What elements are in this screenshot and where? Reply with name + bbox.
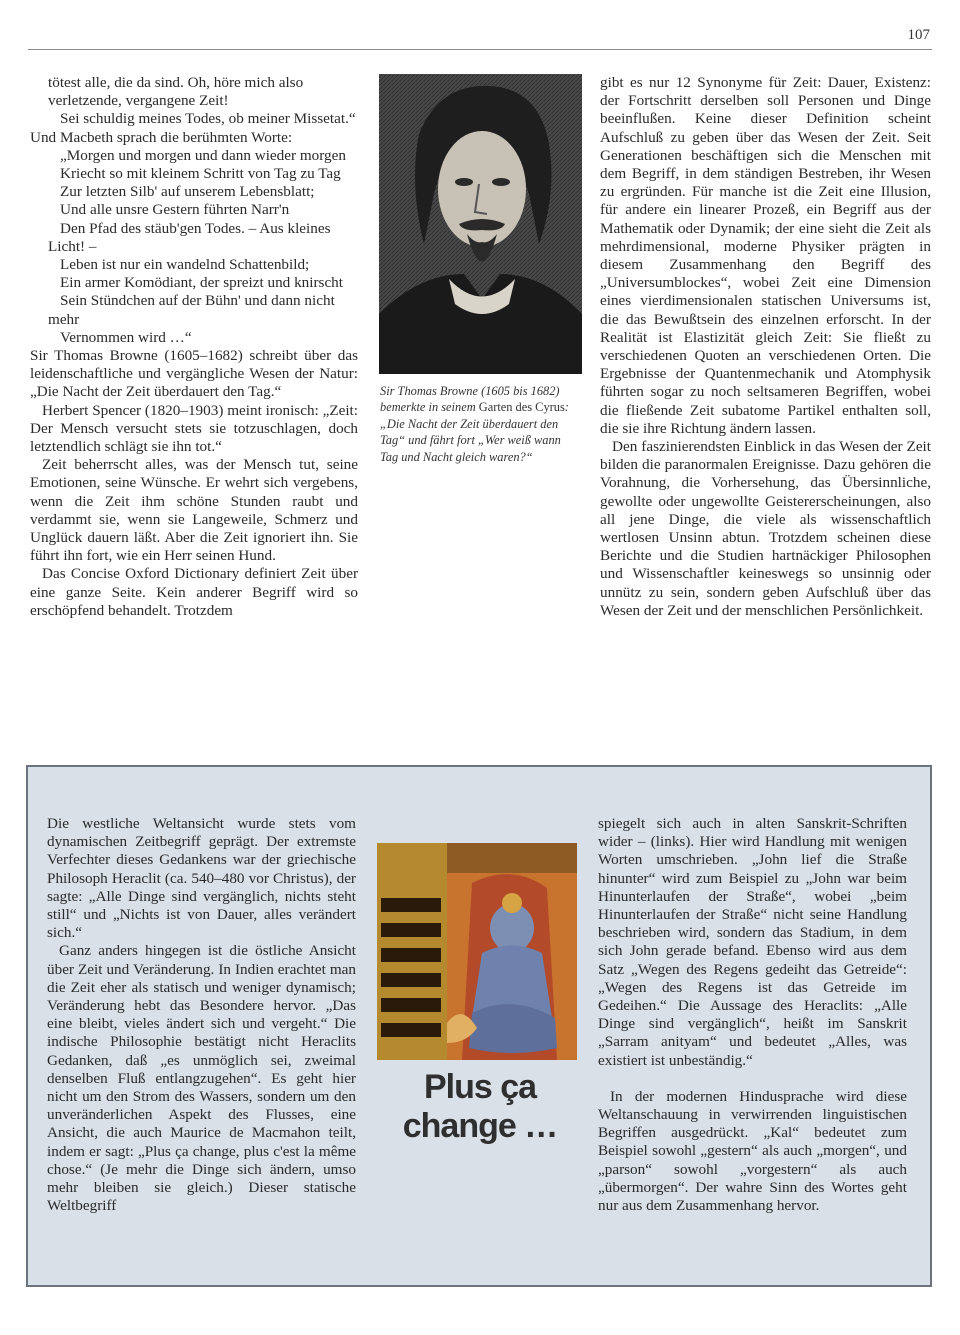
- verse-line: Sei schuldig meines Todes, ob meiner Missetat.“: [60, 110, 356, 128]
- verse-line: Vernommen wird …“: [60, 328, 192, 346]
- portrait-caption: Sir Thomas Browne (1605 bis 1682) bemerkte in seinem Garten des Cyrus: „Die Nacht der Zeit überdauert den Tag“ und fährt fort „Wer weiß wann Tag und Nacht gleich waren?“: [380, 384, 569, 464]
- sanskrit-painting-image: [377, 843, 577, 1060]
- verse-intro: Und Macbeth sprach die berühmten Worte:: [30, 128, 293, 146]
- verse-line: tötest alle, die da sind. Oh, höre mich also verletzende, vergangene Zeit!: [48, 74, 304, 110]
- verse-line: Kriecht so mit kleinem Schritt von Tag zu Tag: [60, 165, 341, 183]
- paragraph: gibt es nur 12 Synonyme für Zeit: Dauer, Existenz: der Fortschritt derselben soll Personen und Dinge beeinflußen. Keine dieser Definition scheint Aufschluß zu geben über das Wesen der Zeit. Seit Generationen beschäftigen sich die Menschen mit dem Begriff, in dem ständigen Bestreben, ihr Wesen zu ergründen. Für manche ist die Zeit eine Illusion, für andere ein linearer Prozeß, ein Begriff aus der Mathematik oder Dynamik; der eine sieht die Zeit als mehrdimensional, moderne Physiker prägten in diesem Zusammenhang den Begriff des „Universumblockes“, wobei Zeit eine Dimension eines vierdimensionalen statischen Universums ist, die das Bewußtsein des einzelnen erforscht. In der Realität ist Elastizität gleich Zeit: Sie fließt zu verschiedenen Quoten an verschiedenen Orten. Die Ergebnisse der Quantenmechanik und Atomphysik führten sogar zu noch seltsameren Begriffen, wobei die fließende Zeit subatome Partikel enthalten soll, die sie ihre Richtung ändern lassen.: [600, 74, 931, 437]
- paragraph: spiegelt sich auch in alten Sanskrit-Schriften wider – (links). Hier wird Handlung mit wenigen Worten umschrieben. „John lief die Straße hinunter“ wird zum Beispiel zu „John war beim Hinunterlaufen der Straße“, wobei „beim Hinunterlaufen der Straße“ nicht seine Handlung beschrieben wird, sondern das Stadium, in dem sich John gerade befand. Ebenso wird aus dem Satz „Wegen des Regens gedeiht das Getreide“: „Wegen des Regens ist das Getreide im Gedeihen.“ Die Aussage des Heraclits: „Alle Dinge sind vergänglich“, heißt im Sanskrit „Sarram anityam“ und bedeutet „Alles, was existiert ist unbeständig.“: [598, 815, 907, 1069]
- body-text-left: [30, 347, 358, 620]
- paragraph: Ganz anders hingegen ist die östliche Ansicht über Zeit und Veränderung. In Indien erachtet man die Zeit eher als statisch und weniger dynamisch; Veränderung hebt das Besondere hervor. „Das eine bleibt, vieles ändert sich und vergeht.“ Die indische Philosophie bestätigt nicht Heraclits Gedanken, daß „es unmöglich sei, zweimal denselben Fluß entlangzugehen“. Es geht hier nicht um den Strom des Wassers, sondern um den unveränderlichen Aspekt des Flusses, eine Ansicht, die auch Maurice de Macmahon teilt, indem er sagt: „Plus ça change, plus c'est la même chose.“ (Je mehr die Dinge sich ändern, umso mehr bleiben sie gleich.) Dieser statische Weltbegriff: [47, 942, 356, 1215]
- box-left-column: [47, 815, 356, 1215]
- verse-line: Zur letzten Silb' auf unserem Lebensblatt;: [60, 183, 315, 201]
- verse-block-1: [30, 74, 358, 347]
- verse-line: Ein armer Komödiant, der spreizt und knirscht: [60, 274, 344, 292]
- verse-line: Sein Stündchen auf der Bühn' und dann nicht mehr: [48, 292, 335, 328]
- verse-line: Und alle unsre Gestern führten Narr'n: [60, 201, 290, 219]
- box-title-line: change …: [402, 1107, 558, 1145]
- portrait-image: [379, 74, 582, 374]
- box-title-line: Plus ça: [423, 1068, 537, 1106]
- paragraph: In der modernen Hindusprache wird diese Weltanschauung in verwirrenden linguistischen Begriffen ausgedrückt. „Kal“ bedeutet zum Beispiel sowohl „gestern“ als auch „morgen“, und „parson“ sowohl „vorgestern“ als auch „übermorgen“. Der wahre Sinn des Wortes geht nur aus dem Zusammenhang hervor.: [598, 1087, 907, 1215]
- box-right-column: [598, 815, 907, 1215]
- paragraph: Das Concise Oxford Dictionary definiert Zeit über eine ganze Seite. Kein anderer Begriff wird so erschöpfend behandelt. Trotzdem: [30, 565, 358, 619]
- paragraph: Den faszinierendsten Einblick in das Wesen der Zeit bilden die paranormalen Ereignisse. Dazu gehören die Vorahnung, die Vorhersehung, das Übersinnliche, gewollte oder ungewollte Geistererscheinungen, also all jene Dinge, die viele als wissenschaftlich wertlosen Unsinn abtun. Trotzdem scheinen diese Berichte und die Studien hartnäckiger Philosophen und Wissenschaftler keineswegs so unsinnig oder unnütz zu sein, sondern geben Aufschluß über das Wesen der Zeit und der menschlichen Persönlichkeit.: [600, 438, 931, 619]
- box-title: [380, 1068, 580, 1146]
- verse-line: „Morgen und morgen und dann wieder morgen: [60, 146, 346, 164]
- page-number: 107: [907, 27, 930, 43]
- column-left: [30, 74, 358, 620]
- column-right: [600, 74, 931, 620]
- verse-line: Den Pfad des stäub'gen Todes. – Aus kleines Licht! –: [48, 219, 331, 255]
- verse-line: Leben ist nur ein wandelnd Schattenbild;: [60, 256, 310, 274]
- header-rule: [28, 49, 932, 50]
- paragraph: Die westliche Weltansicht wurde stets vom dynamischen Zeitbegriff geprägt. Der extremste Verfechter dieses Gedankens war der griechische Philosoph Heraclit (ca. 540–480 vor Christus), der sagte: „Alle Dinge sind vergänglich, nichts steht still“ und „Nichts ist von Dauer, alles verändert sich.“: [47, 815, 356, 942]
- portrait-engraving-icon: [379, 74, 582, 374]
- sanskrit-manuscript-icon: [377, 843, 577, 1060]
- paragraph: Herbert Spencer (1820–1903) meint ironisch: „Zeit: Der Mensch versucht stets sie totzuschlagen, doch letztendlich schlägt sie ihn tot.“: [30, 401, 358, 456]
- paragraph: Sir Thomas Browne (1605–1682) schreibt über das leidenschaftliche und vergängliche Wesen der Natur: „Die Nacht der Zeit überdauert den Tag.“: [30, 347, 358, 401]
- paragraph: Zeit beherrscht alles, was der Mensch tut, seine Emotionen, seine Wünsche. Er wehrt sich vergebens, wenn die Zeit ihm schöne Stunden raubt und verdammt sie, wenn sie Langeweile, Schmerz und Unglück dauern läßt. Aber die Zeit ignoriert ihn. Sie führt ihn fort, wie ein Herr seinen Hund.: [30, 456, 358, 565]
